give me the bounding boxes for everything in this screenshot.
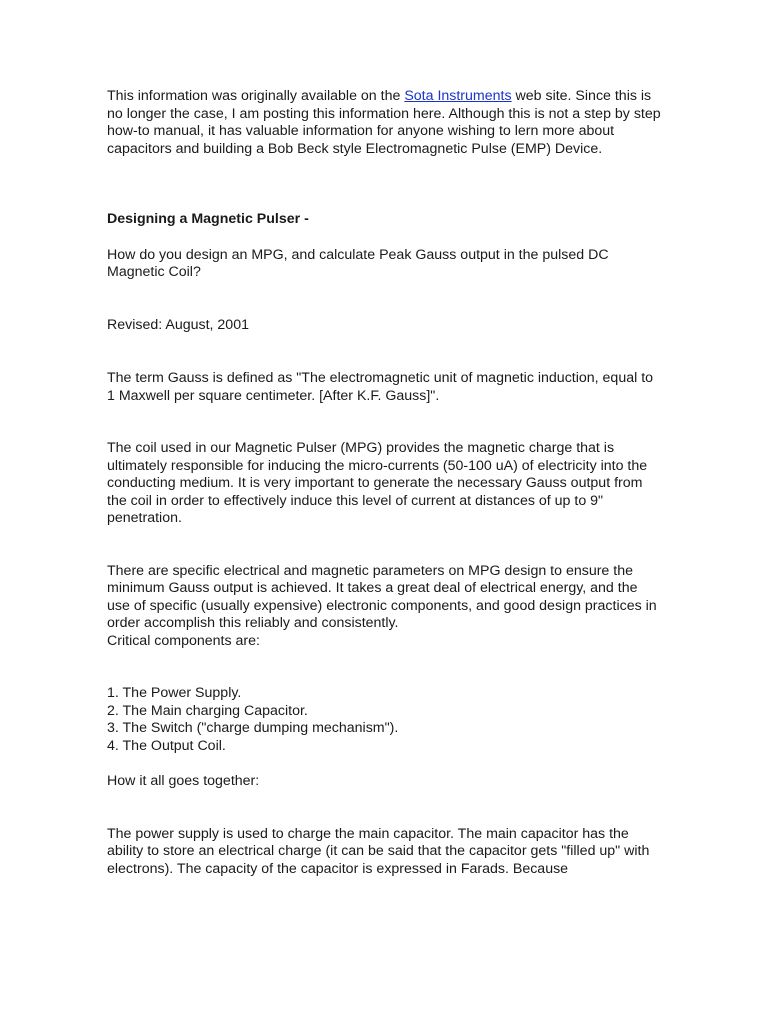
coil-paragraph: The coil used in our Magnetic Pulser (MPG) provides the magnetic charge that is ultimately responsible for inducing the micro-currents (50-100 uA) of electricity into the conducting medium. It is very important to generate the necessary Gauss output from the coil in order to effectively induce this level of current at distances of up to 9" penetration. <box>107 440 648 526</box>
question-paragraph: How do you design an MPG, and calculate Peak Gauss output in the pulsed DC Magnetic Coil? <box>107 246 609 280</box>
parameters-paragraph <box>107 563 663 651</box>
gauss-definition-paragraph: The term Gauss is defined as "The electromagnetic unit of magnetic induction, equal to 1 Maxwell per square centimeter. [After K.F. Gauss]". <box>107 370 654 404</box>
sota-instruments-link[interactable]: Sota Instruments <box>404 88 512 104</box>
revised-date: Revised: August, 2001 <box>107 316 249 333</box>
parameters-text: There are specific electrical and magnetic parameters on MPG design to ensure the minimum Gauss output is achieved. It takes a great deal of electrical energy, and the use of specific (usually expensive) electronic components, and good design practices in order accomplish this reliably and consistently. <box>107 562 657 631</box>
list-item: 1. The Power Supply. <box>107 685 242 701</box>
list-item: 2. The Main charging Capacitor. <box>107 702 308 719</box>
document-body <box>107 88 663 878</box>
intro-text-after-link: web site. Since this is no longer the case, I am posting this information here. Although this is not a step by step how-to manual, it has valuable information for anyone wishing to lern more about capacitors and building a Bob Beck style Electromagnetic Pulse (EMP) Device. <box>107 88 661 157</box>
critical-components-label: Critical components are: <box>107 632 260 649</box>
section-heading: Designing a Magnetic Pulser - <box>107 211 309 227</box>
how-it-goes-together-heading: How it all goes together: <box>107 773 260 789</box>
power-supply-paragraph: The power supply is used to charge the main capacitor. The main capacitor has the ability to store an electrical charge (it can be said that the capacitor gets "filled up" with electrons). The capacity of the capacitor is expressed in Farads. Because <box>107 825 650 877</box>
intro-paragraph <box>107 88 663 158</box>
components-list <box>107 685 663 755</box>
list-item: 4. The Output Coil. <box>107 737 226 754</box>
list-item: 3. The Switch ("charge dumping mechanism"). <box>107 720 399 736</box>
intro-text-before-link: This information was originally available on the <box>107 88 405 104</box>
